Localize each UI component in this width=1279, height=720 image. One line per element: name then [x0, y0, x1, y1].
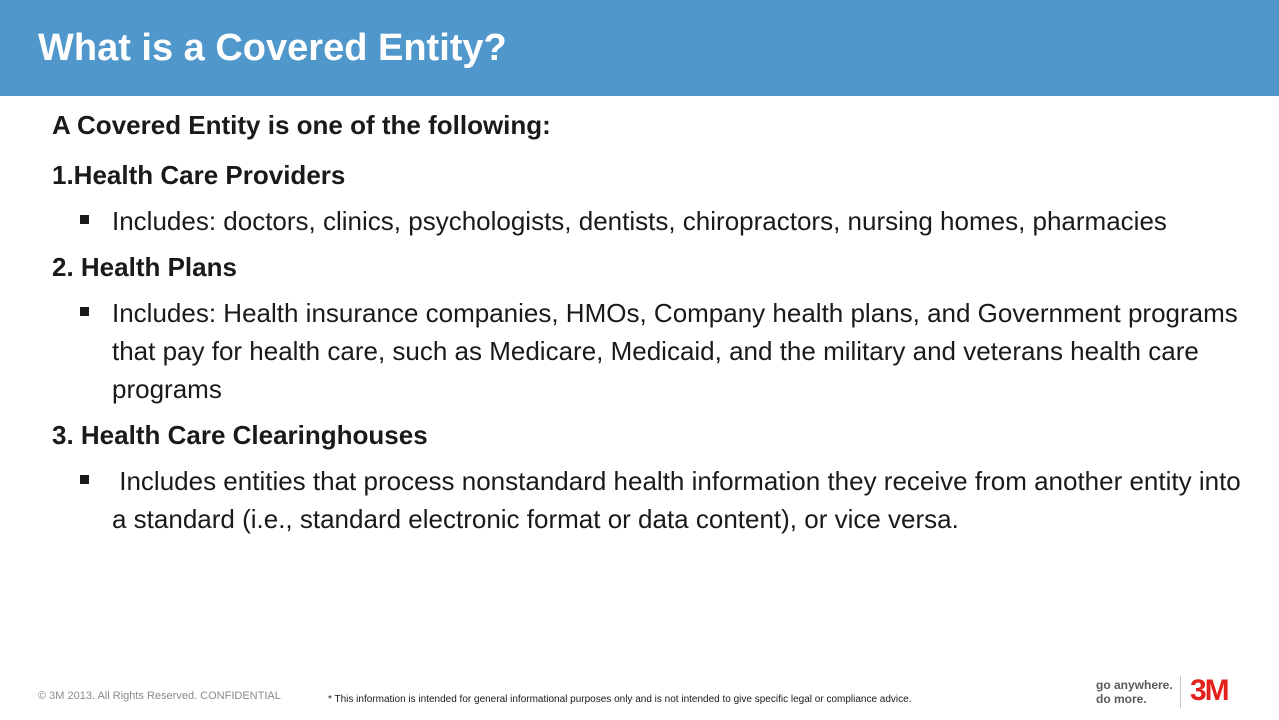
section-heading-providers: 1.Health Care Providers [52, 160, 346, 190]
footer-copyright: © 3M 2013. All Rights Reserved. CONFIDENTIAL [38, 690, 281, 702]
intro-text: A Covered Entity is one of the following: [52, 110, 551, 140]
brand-tagline [1096, 678, 1173, 706]
brand-logo: 3M [1190, 674, 1228, 707]
bullet-text-providers: Includes: doctors, clinics, psychologists, dentists, chiropractors, nursing homes, pharmacies [112, 206, 1167, 236]
bullet-text-plans: Includes: Health insurance companies, HMOs, Company health plans, and Government programs that pay for health care, such as Medicare, Medicaid, and the military and veterans health care programs [112, 298, 1238, 404]
square-bullet-icon [80, 475, 89, 484]
slide-content [52, 108, 1248, 548]
bullet-item-clearinghouses [52, 462, 1248, 538]
section-heading-clearinghouses: 3. Health Care Clearinghouses [52, 420, 428, 450]
section-heading-plans: 2. Health Plans [52, 252, 237, 282]
bullet-text-clearinghouses: Includes entities that process nonstandard health information they receive from another entity into a standard (i.e., standard electronic format or data content), or vice versa. [112, 466, 1248, 534]
slide-title: What is a Covered Entity? [38, 27, 507, 69]
bullet-item-providers [52, 202, 1242, 240]
logo-divider [1180, 676, 1181, 708]
square-bullet-icon [80, 307, 89, 316]
footer-disclaimer: * This information is intended for general informational purposes only and is not intended to give specific legal or compliance advice. [328, 694, 912, 705]
bullet-item-plans [52, 294, 1242, 408]
tagline-line-1: go anywhere. [1096, 678, 1173, 692]
title-bar [0, 0, 1279, 96]
tagline-line-2: do more. [1096, 692, 1147, 706]
square-bullet-icon [80, 215, 89, 224]
